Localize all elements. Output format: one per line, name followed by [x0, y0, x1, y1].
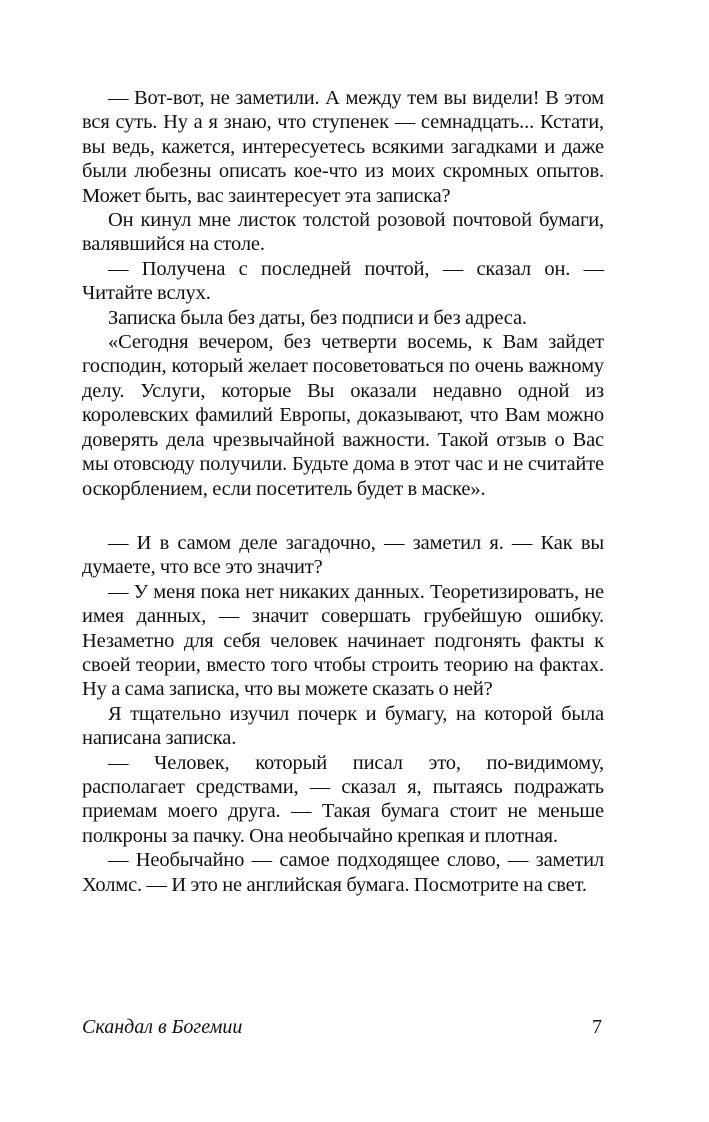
page-number: 7 [592, 1016, 602, 1038]
section-gap [82, 501, 604, 531]
paragraph: — У меня пока нет никаких данных. Теоретизировать, не имея данных, — значит совершать грубейшую ошибку. Незаметно для себя человек начинает подгонять факты к своей теории, вместо того чтобы строить теорию на фактах. Ну а сама записка, что вы можете сказать о ней? [82, 580, 604, 701]
paragraph: — Человек, который писал это, по-видимому, располагает средствами, — сказал я, пытаясь подражать приемам моего друга. — Такая бумага стоит не меньше полкроны за пачку. Она необычайно крепкая и плотная. [82, 751, 604, 847]
paragraph: — И в самом деле загадочно, — заметил я. — Как вы думаете, что все это значит? [82, 531, 604, 579]
paragraph: Я тщательно изучил почерк и бумагу, на которой была написана записка. [82, 702, 604, 750]
page-footer [82, 1016, 604, 1044]
paragraph: — Получена с последней почтой, — сказал он. — Читайте вслух. [82, 257, 604, 305]
page-body [82, 86, 604, 897]
letter-text: «Сегодня вечером, без четверти восемь, к Вам зайдет господин, который желает посоветоваться по очень важному делу. Услуги, которые Вы оказали недавно одной из королевских фамилий Европы, доказывают, что Вам можно доверять дела чрезвычайной важности. Такой отзыв о Вас мы отовсюду получили. Будьте дома в этот час и не считайте оскорблением, если посетитель будет в маске». [82, 331, 604, 500]
running-title: Скандал в Богемии [82, 1016, 243, 1038]
paragraph: — Вот-вот, не заметили. А между тем вы видели! В этом вся суть. Ну а я знаю, что ступенек — семнадцать... Кстати, вы ведь, кажется, интересуетесь всякими загадками и даже были любезны описать кое-что из моих скромных опытов. Может быть, вас заинтересует эта записка? [82, 87, 604, 207]
paragraph: Он кинул мне листок толстой розовой почтовой бумаги, валявшийся на столе. [82, 209, 604, 256]
paragraph: Записка была без даты, без подписи и без адреса. [108, 306, 527, 329]
paragraph: — Необычайно — самое подходящее слово, — заметил Холмс. — И это не английская бумага. Посмотрите на свет. [82, 849, 604, 896]
